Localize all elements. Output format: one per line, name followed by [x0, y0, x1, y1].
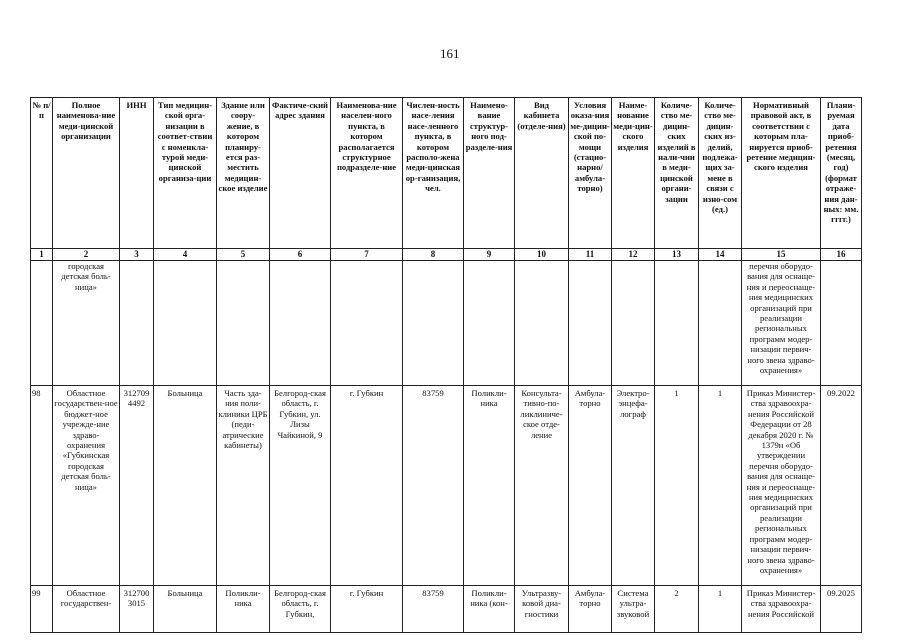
row-number-cell: [31, 261, 53, 386]
column-number: 1: [31, 249, 53, 261]
column-number-row: [31, 249, 862, 261]
building-cell: Часть зда-ния поли-клиники ЦРБ (педи-атрические кабинеты): [217, 386, 270, 586]
population-cell: 83759: [403, 586, 464, 633]
devices-available-cell: [655, 261, 699, 386]
address-cell: [270, 261, 331, 386]
table-row: [31, 261, 862, 386]
column-number: 14: [699, 249, 742, 261]
population-cell: 83759: [403, 386, 464, 586]
cabinet-type-cell: Консульта-тивно-по-ликлиниче-ское отде-ление: [515, 386, 569, 586]
row-number-cell: 99: [31, 586, 53, 633]
medical-equipment-table: [30, 97, 862, 633]
column-number: 5: [217, 249, 270, 261]
org-type-cell: [154, 261, 217, 386]
header-cell: Количе-ство ме-дицин-ских изделий в нали-чии в меди-цинской органи-зации: [655, 98, 699, 249]
column-number: 9: [464, 249, 515, 261]
devices-to-replace-cell: [699, 261, 742, 386]
header-cell: Плани-руемая дата приоб-ретения (месяц, год) (формат отраже-ния дан-ных: мм. гггг.): [821, 98, 862, 249]
column-number: 6: [270, 249, 331, 261]
care-conditions-cell: Амбула-торно: [569, 586, 612, 633]
column-number: 4: [154, 249, 217, 261]
column-number: 2: [53, 249, 120, 261]
legal-act-cell: перечня оборудо-вания для оснаще-ния и переоснаще-ния медицинских организаций при реализации региональных программ модер-низации первич-ного звена здраво-охранения»: [742, 261, 821, 386]
cabinet-type-cell: [515, 261, 569, 386]
address-cell: Белгород-ская область, г. Губкин, ул. Лизы Чайкиной, 9: [270, 386, 331, 586]
legal-act-cell: Приказ Министер-ства здравоохра-нения Российской: [742, 586, 821, 633]
header-cell: Нормативный правовой акт, в соответствии с которым пла-нируется приоб-ретение медицин-ского изделия: [742, 98, 821, 249]
column-number: 7: [331, 249, 403, 261]
column-number: 10: [515, 249, 569, 261]
column-number: 3: [120, 249, 154, 261]
device-name-cell: [612, 261, 655, 386]
subdivision-cell: Поликли-ника (кон-: [464, 586, 515, 633]
locality-cell: г. Губкин: [331, 586, 403, 633]
header-cell: Полное наименова-ние меди-цинской организации: [53, 98, 120, 249]
header-cell: Тип медицин-ской орга-низации в соответ-ствии с номенкла-турой меди-цинской организа-ции: [154, 98, 217, 249]
devices-available-cell: 2: [655, 586, 699, 633]
legal-act-cell: Приказ Министер-ства здравоохра-нения Российской Федерации от 28 декабря 2020 г. № 1379н «Об утверждении перечня оборудо-вания для оснаще-ния и переоснаще-ния медицинских организаций при реализации региональных программ модер-низации первич-ного звена здраво-охранения»: [742, 386, 821, 586]
column-number: 8: [403, 249, 464, 261]
org-name-cell: Областное государствен-ное бюджет-ное учрежде-ние здраво-охранения «Губкинская городская детская боль-ница»: [53, 386, 120, 586]
subdivision-cell: Поликли-ника: [464, 386, 515, 586]
org-type-cell: Больница: [154, 386, 217, 586]
org-name-cell: Областное государствен-: [53, 586, 120, 633]
cabinet-type-cell: Ультразву-ковой диа-гностики: [515, 586, 569, 633]
row-number-cell: 98: [31, 386, 53, 586]
care-conditions-cell: Амбула-торно: [569, 386, 612, 586]
header-cell: Здание или соору-жение, в котором планиру-ется раз-местить медицин-ское изделие: [217, 98, 270, 249]
device-name-cell: Система ультра-звуковой: [612, 586, 655, 633]
header-cell: № п/п: [31, 98, 53, 249]
purchase-date-cell: [821, 261, 862, 386]
address-cell: Белгород-ская область, г. Губкин,: [270, 586, 331, 633]
column-number: 12: [612, 249, 655, 261]
table-row: [31, 586, 862, 633]
column-number: 16: [821, 249, 862, 261]
device-name-cell: Электро-энцефа-лограф: [612, 386, 655, 586]
table-header-row: [31, 98, 862, 249]
devices-to-replace-cell: 1: [699, 586, 742, 633]
devices-available-cell: 1: [655, 386, 699, 586]
header-cell: Наиме-нование меди-цин-ского изделия: [612, 98, 655, 249]
header-cell: Наименова-ние населен-ного пункта, в котором располагается структурное подразделе-ние: [331, 98, 403, 249]
header-cell: ИНН: [120, 98, 154, 249]
devices-to-replace-cell: 1: [699, 386, 742, 586]
header-cell: Фактиче-ский адрес здания: [270, 98, 331, 249]
population-cell: [403, 261, 464, 386]
subdivision-cell: [464, 261, 515, 386]
building-cell: [217, 261, 270, 386]
org-type-cell: Больница: [154, 586, 217, 633]
column-number: 13: [655, 249, 699, 261]
org-name-cell: городская детская боль-ница»: [53, 261, 120, 386]
inn-cell: 312700 3015: [120, 586, 154, 633]
header-cell: Количе-ство ме-дицин-ских из-делий, подлежа-щих за-мене в связи с изно-сом (ед.): [699, 98, 742, 249]
building-cell: Поликли-ника: [217, 586, 270, 633]
purchase-date-cell: 09.2025: [821, 586, 862, 633]
locality-cell: [331, 261, 403, 386]
header-cell: Условия оказа-ния ме-дицин-ской по-мощи (стацио-нарно/ амбула-торно): [569, 98, 612, 249]
header-cell: Числен-ность насе-ления насе-ленного пункта, в котором располо-жена меди-цинская ор-ганизация, чел.: [403, 98, 464, 249]
header-cell: Вид кабинета (отделе-ния): [515, 98, 569, 249]
locality-cell: г. Губкин: [331, 386, 403, 586]
header-cell: Наимено-вание структур-ного под-разделе-ния: [464, 98, 515, 249]
page-number: 161: [440, 46, 460, 61]
table-row: [31, 386, 862, 586]
inn-cell: 312709 4492: [120, 386, 154, 586]
column-number: 15: [742, 249, 821, 261]
inn-cell: [120, 261, 154, 386]
care-conditions-cell: [569, 261, 612, 386]
purchase-date-cell: 09.2022: [821, 386, 862, 586]
column-number: 11: [569, 249, 612, 261]
